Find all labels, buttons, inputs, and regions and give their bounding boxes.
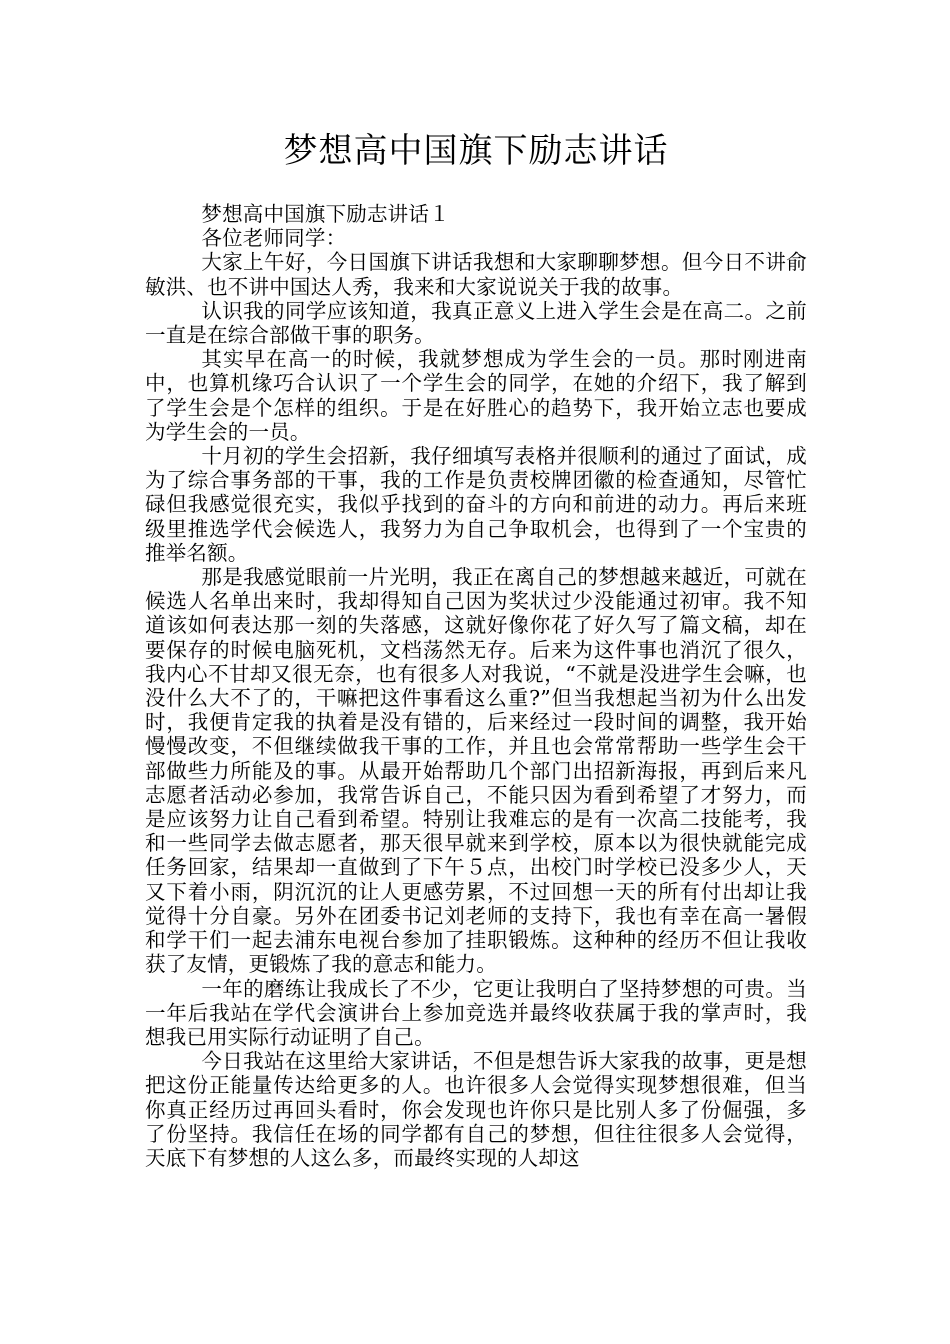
- paragraph: 其实早在高一的时候，我就梦想成为学生会的一员。那时刚进南中，也算机缘巧合认识了一个学生会的同学，在她的介绍下，我了解到了学生会是个怎样的组织。于是在好胜心的趋势下，我开始立志也要成为学生会的一员。: [145, 347, 807, 444]
- paragraph: 认识我的同学应该知道，我真正意义上进入学生会是在高二。之前一直是在综合部做干事的职务。: [145, 298, 807, 348]
- paragraph: 一年的磨练让我成长了不少，它更让我明白了坚持梦想的可贵。当一年后我站在学代会演讲台上参加竞选并最终收获属于我的掌声时，我想我已用实际行动证明了自己。: [145, 976, 807, 1049]
- paragraph: 那是我感觉眼前一片光明，我正在离自己的梦想越来越近，可就在候选人名单出来时，我却得知自己因为奖状过少没能通过初审。我不知道该如何表达那一刻的失落感，这就好像你花了好久写了篇文稿，却在要保存的时候电脑死机，文档荡然无存。后来为这件事也消沉了很久，我内心不甘却又很无奈，也有很多人对我说，“不就是没进学生会嘛，也没什么大不了的，干嘛把这件事看这么重?”但当我想起当初为什么出发时，我便肯定我的执着是没有错的，后来经过一段时间的调整，我开始慢慢改变，不但继续做我干事的工作，并且也会常常帮助一些学生会干部做些力所能及的事。从最开始帮助几个部门出招新海报，再到后来凡志愿者活动必参加，我常告诉自己，不能只因为看到希望了才努力，而是应该努力让自己看到希望。特别让我难忘的是有一次高二技能考，我和一些同学去做志愿者，那天很早就来到学校，原本以为很快就能完成任务回家，结果却一直做到了下午５点，出校门时学校已没多少人，天又下着小雨，阴沉沉的让人更感劳累，不过回想一天的所有付出却让我觉得十分自豪。另外在团委书记刘老师的支持下，我也有幸在高一暑假和学干们一起去浦东电视台参加了挂职锻炼。这种种的经历不但让我收获了友情，更锻炼了我的意志和能力。: [145, 565, 807, 977]
- paragraph-salutation: 各位老师同学：: [201, 226, 347, 251]
- paragraph: 今日我站在这里给大家讲话，不但是想告诉大家我的故事，更是想把这份正能量传达给更多的人。也许很多人会觉得实现梦想很难，但当你真正经历过再回头看时，你会发现也许你只是比别人多了份倔强，多了份坚持。我信任在场的同学都有自己的梦想，但往往很多人会觉得，天底下有梦想的人这么多，而最终实现的人却这: [145, 1049, 807, 1170]
- paragraph: 大家上午好，今日国旗下讲话我想和大家聊聊梦想。但今日不讲俞敏洪、也不讲中国达人秀，我来和大家说说关于我的故事。: [145, 250, 807, 299]
- paragraph: 十月初的学生会招新，我仔细填写表格并很顺利的通过了面试，成为了综合事务部的干事，我的工作是负责校牌团徽的检查通知，尽管忙碌但我感觉很充实，我似乎找到的奋斗的方向和前进的动力。再后来班级里推选学代会候选人，我努力为自己争取机会，也得到了一个宝贵的推举名额。: [145, 444, 807, 565]
- document-page: [145, 126, 807, 1170]
- document-title: 梦想高中国旗下励志讲话: [283, 131, 669, 171]
- paragraph-heading: 梦想高中国旗下励志讲话１: [201, 202, 450, 226]
